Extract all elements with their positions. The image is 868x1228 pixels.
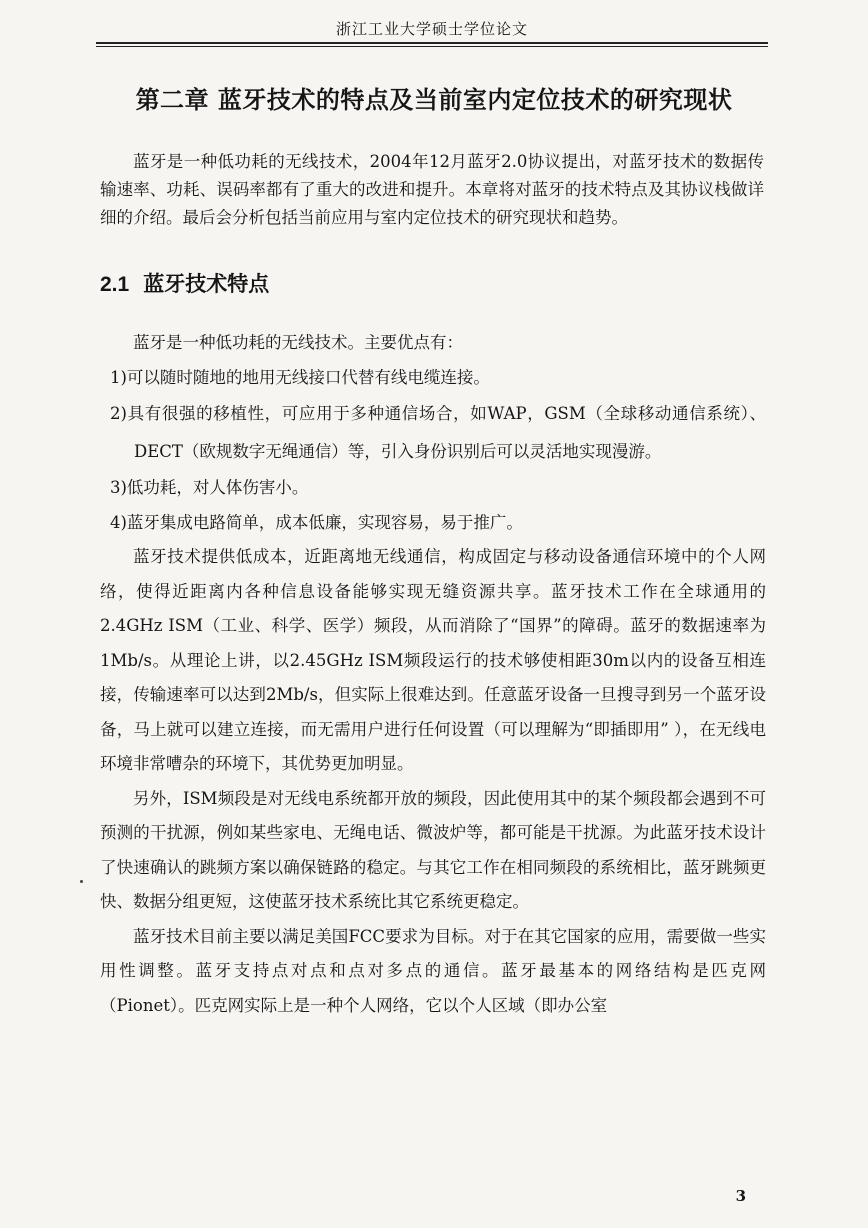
section-number: 2.1 — [100, 273, 130, 296]
body-paragraph: 蓝牙技术提供低成本，近距离地无线通信，构成固定与移动设备通信环境中的个人网络，使得近距离内各种信息设备能够实现无缝资源共享。蓝牙技术工作在全球通用的2.4GHz ISM（工业、科学、医学）频段，从而消除了“国界”的障碍。蓝牙的数据速率为1Mb/s。从理论上讲，以2.45GHz ISM频段运行的技术够使相距30m以内的设备互相连接，传输速率可以达到2Mb/s，但实际上很难达到。任意蓝牙设备一旦搜寻到另一个蓝牙设备，马上就可以建立连接，而无需用户进行任何设置（可以理解为“即插即用” ），在无线电环境非常嘈杂的环境下，其优势更加明显。 — [100, 547, 766, 773]
section-lead: 蓝牙是一种低功耗的无线技术。主要优点有： — [133, 333, 463, 352]
section-title: 蓝牙技术特点 — [143, 271, 270, 296]
page-number: 3 — [735, 1187, 746, 1205]
section-body — [100, 326, 766, 1023]
running-header: 浙江工业大学硕士学位论文 — [335, 20, 528, 38]
body-paragraph: 另外，ISM频段是对无线电系统都开放的频段，因此使用其中的某个频段都会遇到不可预测的干扰源，例如某些家电、无绳电话、微波炉等，都可能是干扰源。为此蓝牙技术设计了快速确认的跳频方案以确保链路的稳定。与其它工作在相同频段的系统相比，蓝牙跳频更快、数据分组更短，这使蓝牙技术系统比其它系统更稳定。 — [100, 788, 766, 911]
list-item: 3)低功耗，对人体伤害小。 — [110, 478, 309, 497]
intro-paragraph: 蓝牙是一种低功耗的无线技术，2004年12月蓝牙2.0协议提出，对蓝牙技术的数据传输速率、功耗、误码率都有了重大的改进和提升。本章将对蓝牙的技术特点及其协议栈做详细的介绍。最后会分析包括当前应用与室内定位技术的研究现状和趋势。 — [100, 152, 764, 227]
list-item: 4)蓝牙集成电路简单，成本低廉，实现容易，易于推广。 — [110, 512, 523, 532]
list-item: 2)具有很强的移植性，可应用于多种通信场合，如WAP，GSM（全球移动通信系统）、DECT（欧规数字无绳通信）等，引入身份识别后可以灵活地实现漫游。 — [110, 404, 766, 461]
list-item: 1)可以随时随地的地用无线接口代替有线电缆连接。 — [110, 367, 490, 387]
header-rule-thin — [96, 46, 768, 47]
section-heading — [100, 268, 269, 298]
header-rule-thick — [96, 42, 768, 44]
scan-mark — [80, 880, 83, 883]
body-paragraph: 蓝牙技术目前主要以满足美国FCC要求为目标。对于在其它国家的应用，需要做一些实用性调整。蓝牙支持点对点和点对多点的通信。蓝牙最基本的网络结构是匹克网（Pionet）。匹克网实际上是一种个人网络，它以个人区域（即办公室 — [100, 926, 766, 1015]
chapter-title: 第二章 蓝牙技术的特点及当前室内定位技术的研究现状 — [135, 85, 733, 115]
